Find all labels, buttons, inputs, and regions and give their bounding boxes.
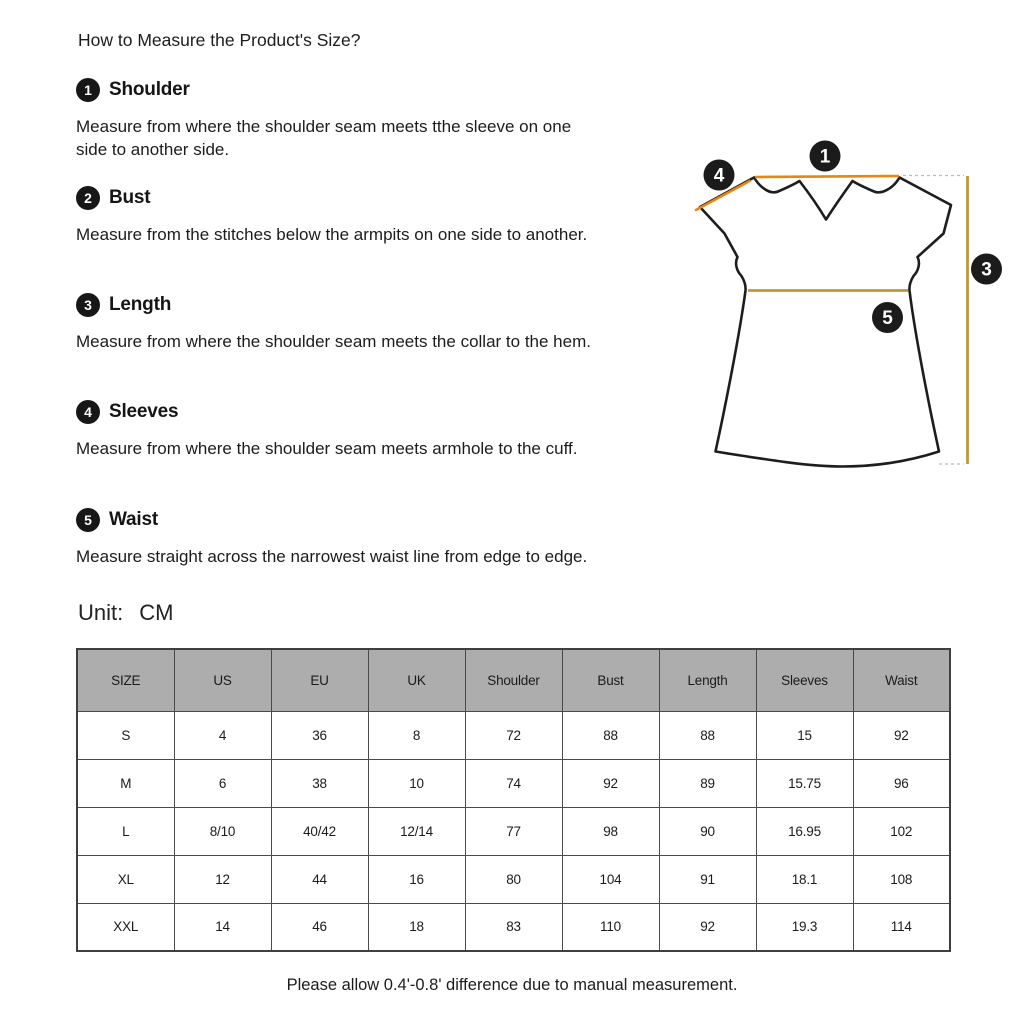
table-cell: 92 xyxy=(659,903,756,951)
table-cell: 14 xyxy=(174,903,271,951)
svg-text:3: 3 xyxy=(981,259,992,281)
footer-note: Please allow 0.4'-0.8' difference due to manual measurement. xyxy=(286,976,738,994)
table-cell: 89 xyxy=(659,759,756,807)
table-cell: 16.95 xyxy=(756,807,853,855)
table-cell: 90 xyxy=(659,807,756,855)
svg-text:1: 1 xyxy=(819,146,831,168)
table-cell: 8 xyxy=(368,711,465,759)
table-cell: 110 xyxy=(562,903,659,951)
number-badge-1: 1 xyxy=(76,78,100,102)
table-cell: XL xyxy=(77,855,174,903)
table-cell: 15.75 xyxy=(756,759,853,807)
section-bust xyxy=(76,186,606,247)
unit-line xyxy=(78,600,173,626)
table-cell: 18 xyxy=(368,903,465,951)
unit-label: Unit: xyxy=(78,600,124,625)
table-cell: 114 xyxy=(853,903,950,951)
svg-text:4: 4 xyxy=(713,165,725,187)
section-label: Shoulder xyxy=(109,79,190,100)
section-description: Measure straight across the narrowest waist line from edge to edge. xyxy=(76,547,588,566)
table-cell: S xyxy=(77,711,174,759)
number-badge-2: 2 xyxy=(76,186,100,210)
size-table-header xyxy=(77,649,950,711)
number-badge-3: 3 xyxy=(76,293,100,317)
column-header: Bust xyxy=(562,649,659,711)
table-cell: 104 xyxy=(562,855,659,903)
section-length xyxy=(76,293,606,354)
table-cell: 98 xyxy=(562,807,659,855)
table-cell: 6 xyxy=(174,759,271,807)
table-cell: 38 xyxy=(271,759,368,807)
table-cell: 83 xyxy=(465,903,562,951)
table-cell: 96 xyxy=(853,759,950,807)
unit-value: CM xyxy=(139,600,174,625)
marker-length xyxy=(971,254,1002,285)
section-description: Measure from where the shoulder seam meets armhole to the cuff. xyxy=(76,439,578,458)
table-cell: 18.1 xyxy=(756,855,853,903)
table-cell: 92 xyxy=(562,759,659,807)
table-row xyxy=(77,855,950,903)
table-cell: 72 xyxy=(465,711,562,759)
table-cell: 102 xyxy=(853,807,950,855)
table-cell: 36 xyxy=(271,711,368,759)
section-description: Measure from the stitches below the armpits on one side to another. xyxy=(76,225,588,244)
section-label: Length xyxy=(109,294,172,315)
section-sleeves xyxy=(76,400,606,461)
table-row xyxy=(77,807,950,855)
table-cell: M xyxy=(77,759,174,807)
svg-text:5: 5 xyxy=(882,308,893,329)
table-cell: XXL xyxy=(77,903,174,951)
table-cell: 92 xyxy=(853,711,950,759)
table-cell: 4 xyxy=(174,711,271,759)
column-header: Sleeves xyxy=(756,649,853,711)
number-badge-4: 4 xyxy=(76,400,100,424)
column-header: SIZE xyxy=(77,649,174,711)
marker-waist xyxy=(872,302,903,333)
garment-measurement-diagram xyxy=(682,130,1022,490)
page-title: How to Measure the Product's Size? xyxy=(78,30,361,50)
table-cell: 91 xyxy=(659,855,756,903)
column-header: US xyxy=(174,649,271,711)
marker-sleeves xyxy=(704,160,735,191)
size-table-body xyxy=(77,711,950,951)
shoulder-measure-line xyxy=(755,176,899,177)
section-description: Measure from where the shoulder seam meets the collar to the hem. xyxy=(76,332,591,351)
column-header: Waist xyxy=(853,649,950,711)
table-cell: 88 xyxy=(659,711,756,759)
table-cell: 80 xyxy=(465,855,562,903)
table-cell: 46 xyxy=(271,903,368,951)
table-row xyxy=(77,711,950,759)
number-badge-5: 5 xyxy=(76,508,100,532)
table-cell: 12/14 xyxy=(368,807,465,855)
table-cell: L xyxy=(77,807,174,855)
table-cell: 12 xyxy=(174,855,271,903)
table-cell: 44 xyxy=(271,855,368,903)
table-cell: 16 xyxy=(368,855,465,903)
section-label: Waist xyxy=(109,509,158,530)
column-header: Shoulder xyxy=(465,649,562,711)
column-header: UK xyxy=(368,649,465,711)
section-description: Measure from where the shoulder seam meets tthe sleeve on one side to another side. xyxy=(76,117,572,159)
section-label: Sleeves xyxy=(109,401,179,422)
section-waist xyxy=(76,508,606,569)
table-row xyxy=(77,903,950,951)
column-header: Length xyxy=(659,649,756,711)
column-header: EU xyxy=(271,649,368,711)
table-cell: 40/42 xyxy=(271,807,368,855)
table-cell: 108 xyxy=(853,855,950,903)
section-shoulder xyxy=(76,78,606,161)
section-label: Bust xyxy=(109,187,151,208)
table-row xyxy=(77,759,950,807)
size-table xyxy=(76,648,951,952)
table-cell: 88 xyxy=(562,711,659,759)
table-cell: 15 xyxy=(756,711,853,759)
table-cell: 10 xyxy=(368,759,465,807)
table-cell: 77 xyxy=(465,807,562,855)
table-cell: 19.3 xyxy=(756,903,853,951)
table-cell: 74 xyxy=(465,759,562,807)
table-cell: 8/10 xyxy=(174,807,271,855)
marker-shoulder xyxy=(810,141,841,172)
shirt-outline xyxy=(700,178,951,467)
